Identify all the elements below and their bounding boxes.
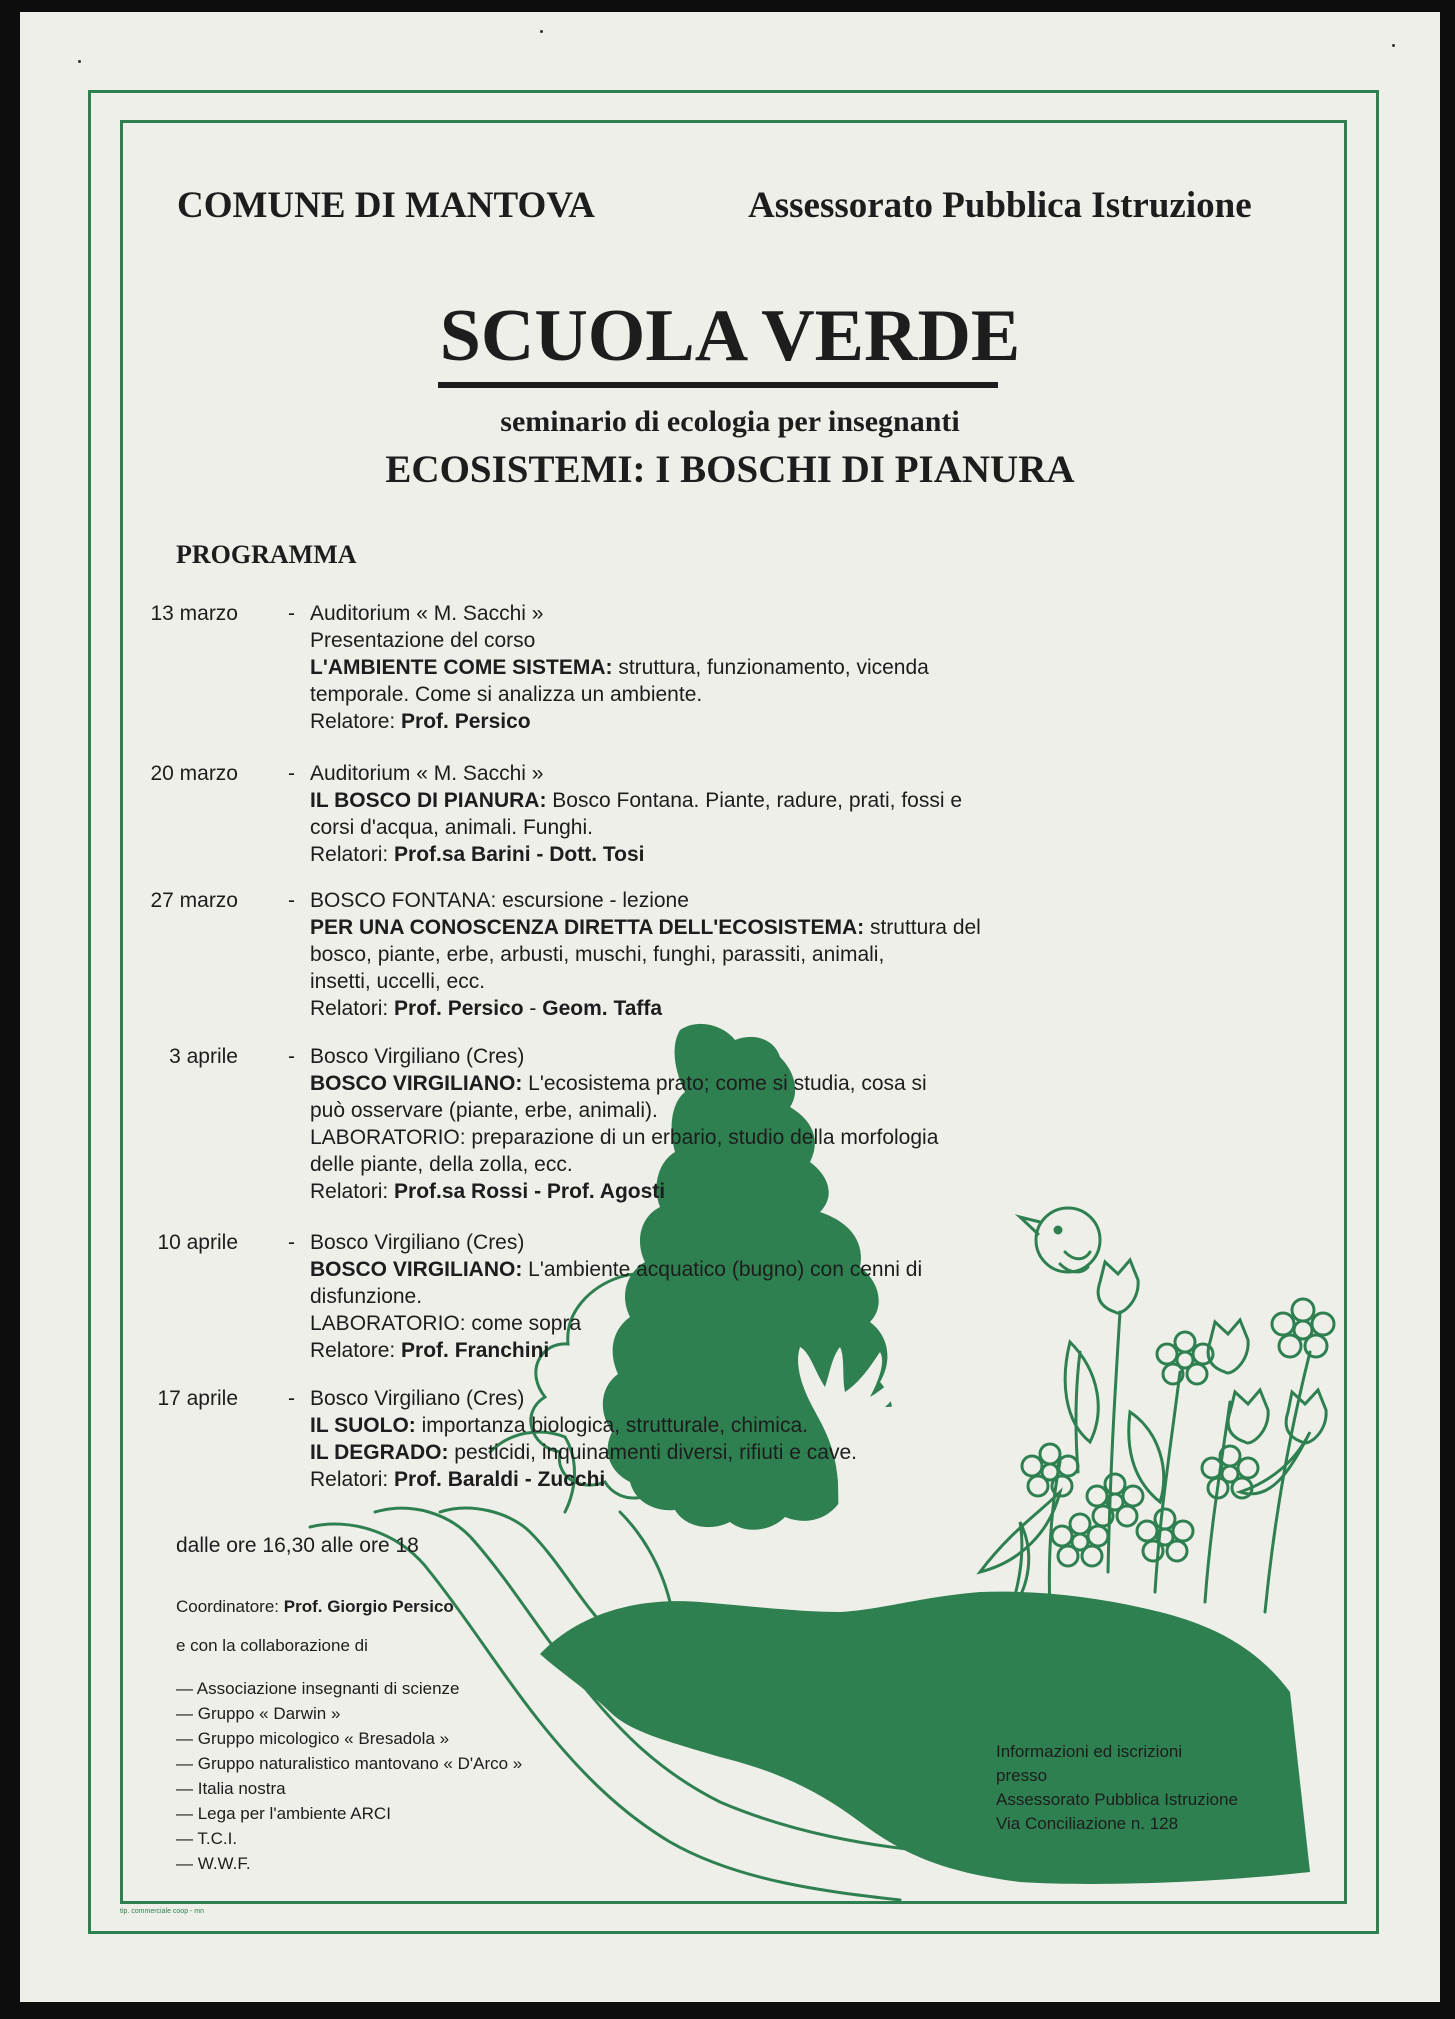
- session-text: Bosco Virgiliano (Cres): [310, 1231, 525, 1254]
- session-line: [310, 887, 1090, 914]
- organization-list: [176, 1676, 522, 1876]
- session-line: [310, 1097, 1090, 1124]
- green-hill: [540, 1592, 1310, 1884]
- session-body: [310, 1385, 1090, 1493]
- session-text-bold: BOSCO VIRGILIANO:: [310, 1072, 523, 1095]
- session-text: Relatore:: [310, 1339, 402, 1362]
- paper-speck: [540, 30, 543, 33]
- poster-title: SCUOLA VERDE: [439, 295, 1021, 377]
- session-date: 27 marzo: [150, 889, 238, 912]
- session-dash: -: [288, 889, 295, 912]
- collaboration-intro: e con la collaborazione di: [176, 1636, 368, 1655]
- session-text: insetti, uccelli, ecc.: [310, 970, 486, 993]
- session-body: [310, 1229, 1090, 1364]
- session-line: [310, 627, 1090, 654]
- session-text: Relatori:: [310, 843, 395, 866]
- session-text: Auditorium « M. Sacchi »: [310, 762, 544, 785]
- session-body: [310, 600, 1090, 735]
- poster-subtitle: seminario di ecologia per insegnanti: [500, 405, 960, 438]
- session-line: [310, 1124, 1090, 1151]
- session-text: L'ambiente acquatico (bugno) con cenni di: [522, 1258, 923, 1281]
- info-block: [996, 1740, 1238, 1836]
- session-line: [310, 995, 1090, 1022]
- session-text: Relatori:: [310, 1180, 395, 1203]
- session-text: Relatori:: [310, 1468, 395, 1491]
- session-text: Bosco Fontana. Piante, radure, prati, fossi e: [546, 789, 963, 812]
- session-line: [310, 1043, 1090, 1070]
- session-text-bold: PER UNA CONOSCENZA DIRETTA DELL'ECOSISTEMA:: [310, 916, 865, 939]
- session-dash: -: [288, 1045, 295, 1068]
- session-line: [310, 1385, 1090, 1412]
- session-text: BOSCO FONTANA: escursione - lezione: [310, 889, 689, 912]
- session-text: disfunzione.: [310, 1285, 423, 1308]
- session-text-bold: IL SUOLO:: [310, 1414, 416, 1437]
- session-line: [310, 1439, 1090, 1466]
- info-line: presso: [996, 1766, 1048, 1785]
- session-line: [310, 1256, 1090, 1283]
- session-line: [310, 760, 1090, 787]
- session-text: struttura, funzionamento, vicenda: [612, 656, 929, 679]
- session-text-bold: Prof.sa Rossi - Prof. Agosti: [394, 1180, 666, 1203]
- session-text-bold: Prof.sa Barini - Dott. Tosi: [394, 843, 645, 866]
- session-dash: -: [288, 1387, 295, 1410]
- session-dash: -: [288, 1231, 295, 1254]
- session-text: può osservare (piante, erbe, animali).: [310, 1099, 658, 1122]
- coordinator-label: Coordinatore:: [176, 1597, 280, 1616]
- session-text-bold: Geom. Taffa: [542, 997, 663, 1020]
- session-text: LABORATORIO: come sopra: [310, 1312, 582, 1335]
- session-line: [310, 1070, 1090, 1097]
- session-text: -: [523, 997, 543, 1020]
- session-line: [310, 914, 1090, 941]
- session-text: bosco, piante, erbe, arbusti, muschi, funghi, parassiti, animali,: [310, 943, 885, 966]
- session-line: [310, 1283, 1090, 1310]
- session-text: delle piante, della zolla, ecc.: [310, 1153, 573, 1176]
- paper-speck: [1392, 44, 1395, 47]
- session-text: importanza biologica, strutturale, chimica.: [415, 1414, 808, 1437]
- session-text-bold: BOSCO VIRGILIANO:: [310, 1258, 523, 1281]
- session-line: [310, 1466, 1090, 1493]
- session-line: [310, 814, 1090, 841]
- paper-speck: [78, 60, 81, 63]
- session-line: [310, 941, 1090, 968]
- session-text-bold: Prof. Persico: [401, 710, 531, 733]
- coordinator-name: Prof. Giorgio Persico: [283, 1597, 454, 1616]
- session-date: 13 marzo: [150, 602, 238, 625]
- session-text: pesticidi, inquinamenti diversi, rifiuti e cave.: [448, 1441, 857, 1464]
- session-line: [310, 600, 1090, 627]
- flower-stems: [1108, 1312, 1120, 1572]
- organization-item: — Associazione insegnanti di scienze: [176, 1679, 460, 1698]
- organization-item: — T.C.I.: [176, 1829, 238, 1848]
- session-text: L'ecosistema prato; come si studia, cosa si: [522, 1072, 927, 1095]
- poster-topic: ECOSISTEMI: I BOSCHI DI PIANURA: [385, 448, 1075, 491]
- session-date: 17 aprile: [157, 1387, 238, 1410]
- session-line: [310, 708, 1090, 735]
- title-underline: [438, 382, 998, 388]
- session-text-bold: L'AMBIENTE COME SISTEMA:: [310, 656, 613, 679]
- session-date: 10 aprile: [157, 1231, 238, 1254]
- session-line: [310, 787, 1090, 814]
- session-line: [310, 1151, 1090, 1178]
- session-line: [310, 1229, 1090, 1256]
- printer-credit: tip. commerciale coop - mn: [120, 1908, 205, 1915]
- session-text-bold: Prof. Baraldi - Zucchi: [394, 1468, 606, 1491]
- session-text-bold: IL DEGRADO:: [310, 1441, 449, 1464]
- session-text: Relatori:: [310, 997, 395, 1020]
- info-line: Assessorato Pubblica Istruzione: [996, 1790, 1238, 1809]
- session-text: temporale. Come si analizza un ambiente.: [310, 683, 703, 706]
- organization-item: — Lega per l'ambiente ARCI: [176, 1804, 391, 1823]
- organization-item: — Gruppo micologico « Bresadola »: [176, 1729, 450, 1748]
- session-date: 3 aprile: [169, 1045, 238, 1068]
- session-text-bold: Prof. Franchini: [401, 1339, 550, 1362]
- session-dash: -: [288, 762, 295, 785]
- session-text: Bosco Virgiliano (Cres): [310, 1045, 525, 1068]
- organization-item: — Gruppo naturalistico mantovano « D'Arco »: [176, 1754, 523, 1773]
- schedule-hours: dalle ore 16,30 alle ore 18: [176, 1534, 419, 1557]
- programma-heading: PROGRAMMA: [176, 540, 357, 569]
- info-line: Informazioni ed iscrizioni: [996, 1742, 1183, 1761]
- session-body: [310, 760, 1090, 868]
- organization-item: — Italia nostra: [176, 1779, 286, 1798]
- session-dash: -: [288, 602, 295, 625]
- organization-item: — Gruppo « Darwin »: [176, 1704, 341, 1723]
- session-line: [310, 681, 1090, 708]
- poster-sheet: [20, 12, 1440, 2002]
- organization-item: — W.W.F.: [176, 1854, 251, 1873]
- session-text: struttura del: [864, 916, 981, 939]
- header-left: COMUNE DI MANTOVA: [177, 185, 595, 226]
- coordinator: [176, 1597, 454, 1617]
- session-line: [310, 1178, 1090, 1205]
- session-line: [310, 841, 1090, 868]
- session-text: Auditorium « M. Sacchi »: [310, 602, 544, 625]
- session-text: Relatore:: [310, 710, 402, 733]
- session-line: [310, 654, 1090, 681]
- session-line: [310, 1310, 1090, 1337]
- session-text-bold: Prof. Persico: [394, 997, 524, 1020]
- session-date: 20 marzo: [150, 762, 238, 785]
- info-line: Via Conciliazione n. 128: [996, 1814, 1179, 1833]
- session-line: [310, 1412, 1090, 1439]
- session-line: [310, 1337, 1090, 1364]
- session-text-bold: IL BOSCO DI PIANURA:: [310, 789, 547, 812]
- session-line: [310, 968, 1090, 995]
- header-right: Assessorato Pubblica Istruzione: [748, 185, 1252, 226]
- session-body: [310, 1043, 1090, 1205]
- session-text: Bosco Virgiliano (Cres): [310, 1387, 525, 1410]
- session-text: corsi d'acqua, animali. Funghi.: [310, 816, 593, 839]
- session-body: [310, 887, 1090, 1022]
- session-text: Presentazione del corso: [310, 629, 536, 652]
- session-text: LABORATORIO: preparazione di un erbario, studio della morfologia: [310, 1126, 939, 1149]
